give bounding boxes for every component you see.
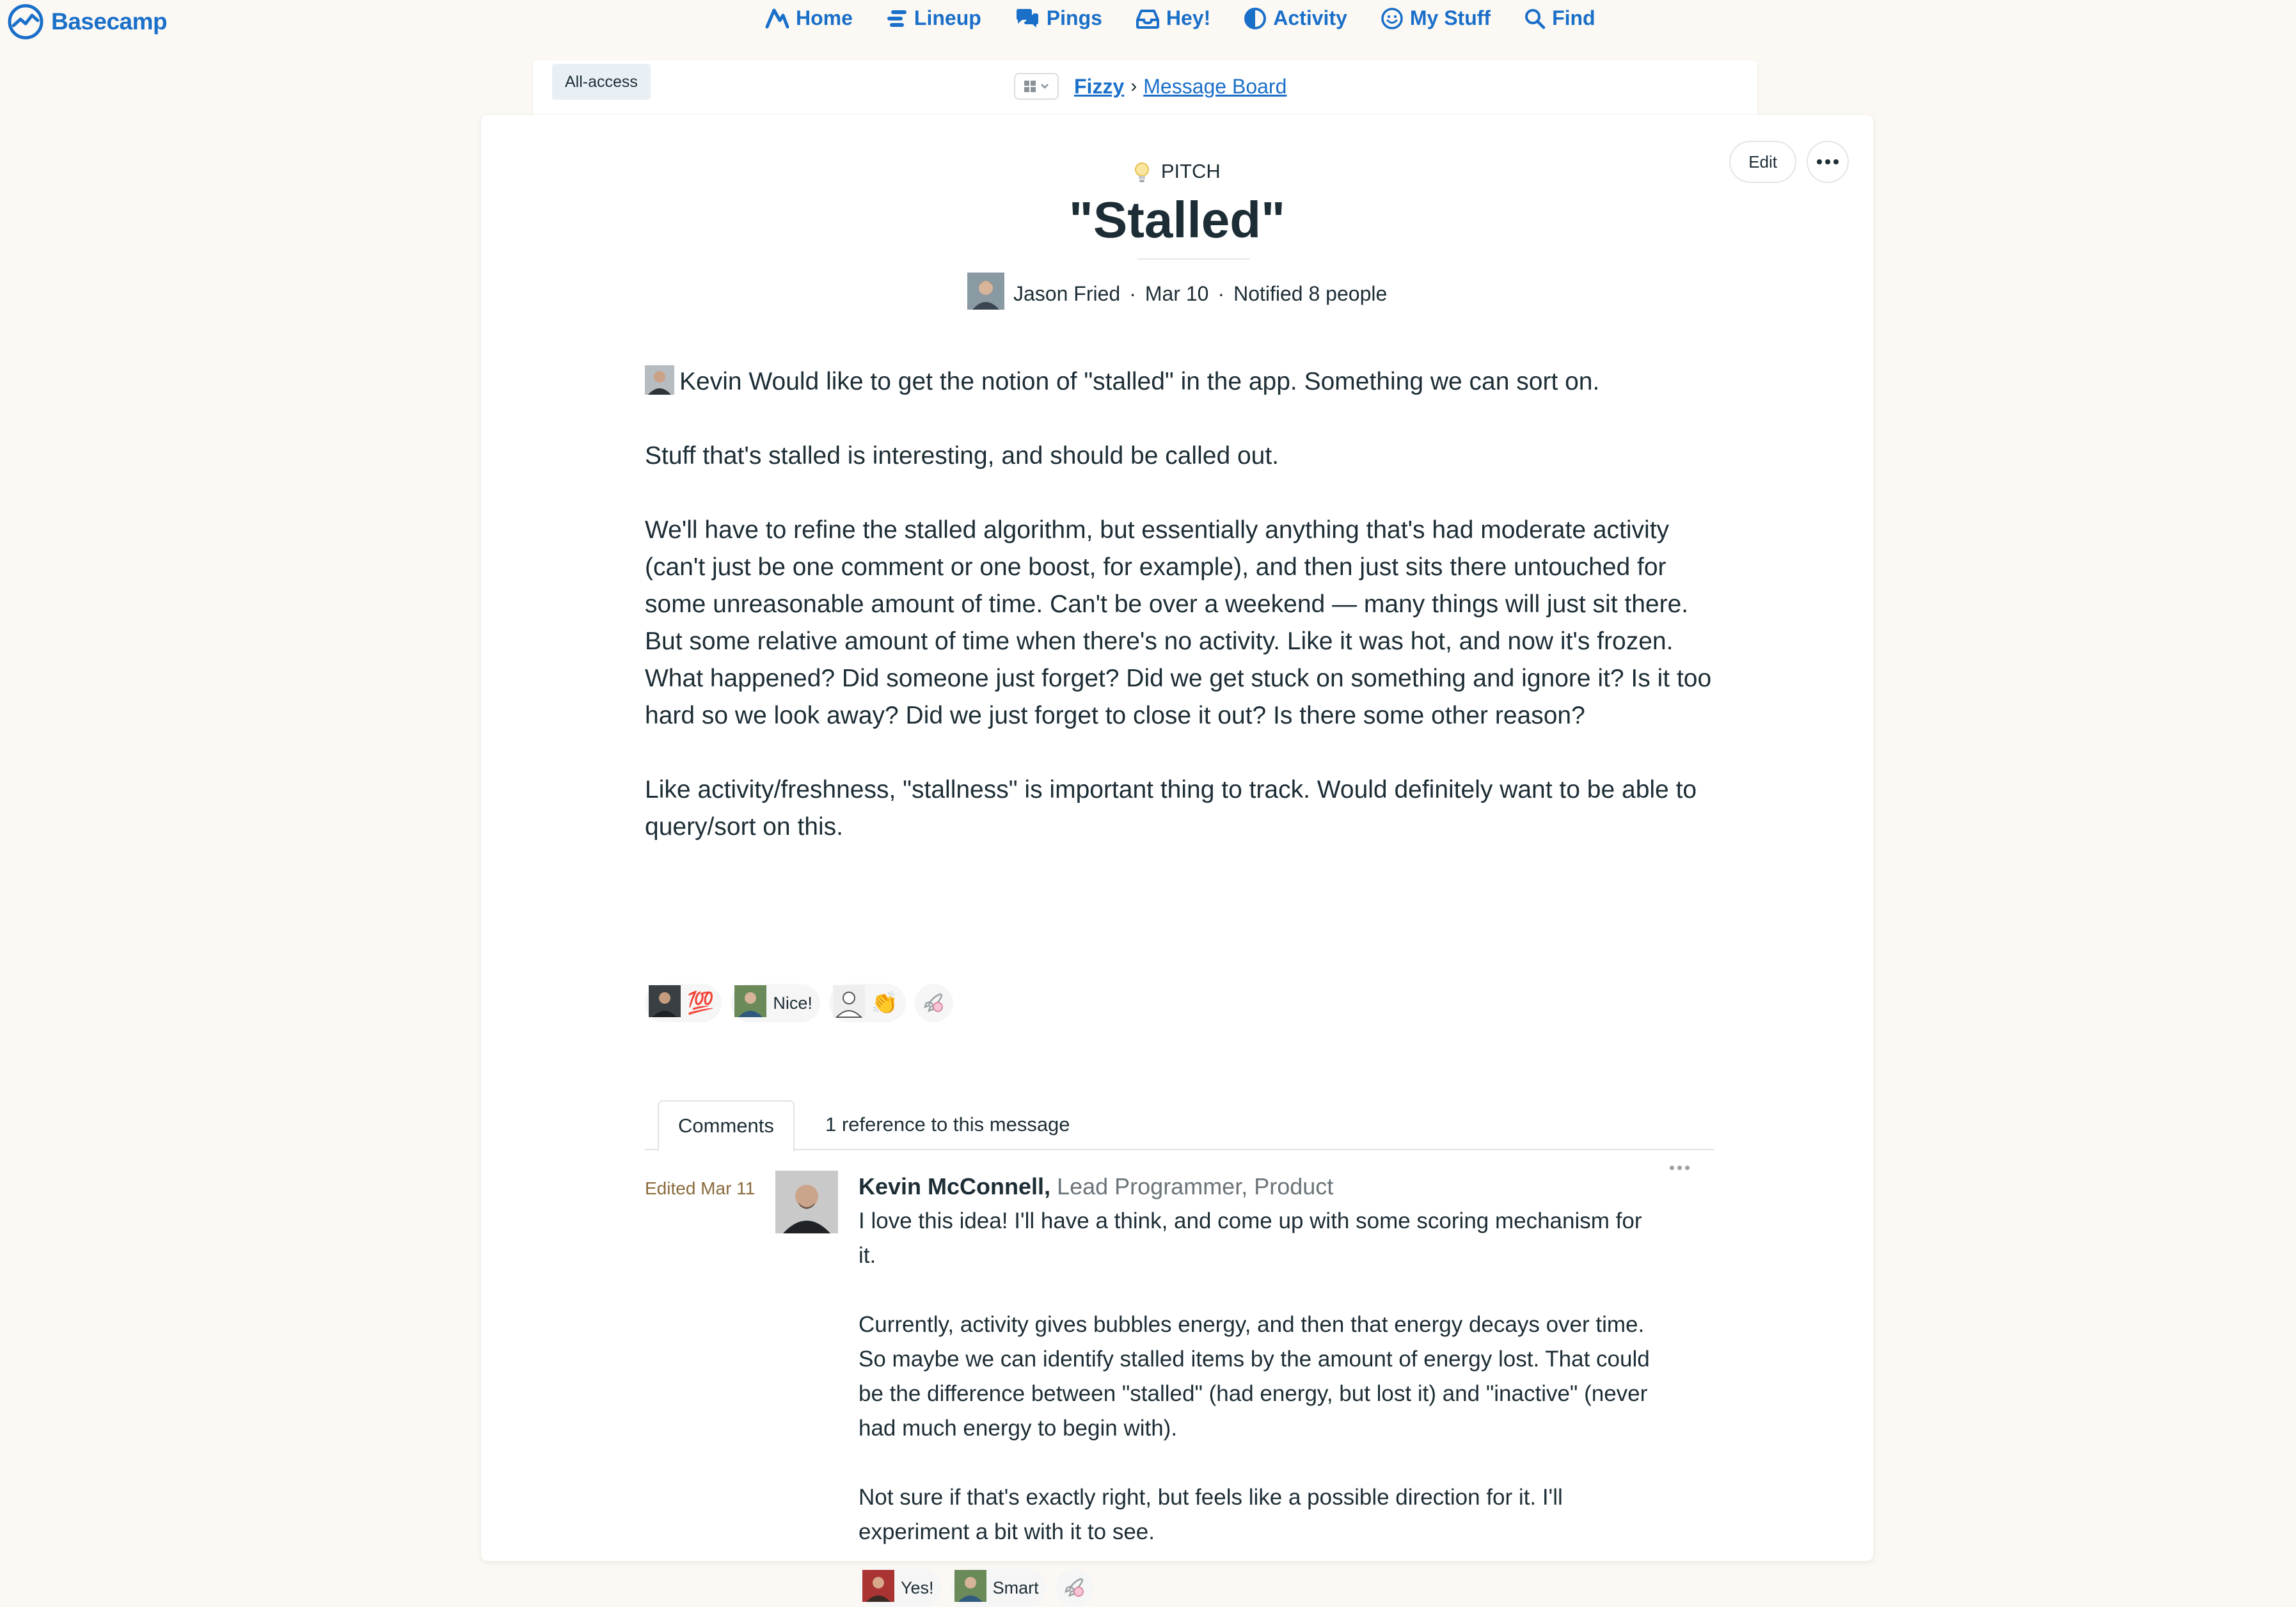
nav-home-label: Home	[796, 6, 853, 29]
comment-date[interactable]: Edited Mar 11	[645, 1178, 756, 1198]
byline-separator: ·	[1217, 281, 1225, 305]
message-byline	[967, 273, 1387, 315]
more-dot-icon	[1677, 1166, 1682, 1170]
mention-avatar[interactable]	[645, 365, 674, 395]
tab-comments[interactable]: Comments	[658, 1100, 795, 1152]
search-icon	[1524, 8, 1546, 29]
chevron-down-icon	[1040, 83, 1049, 90]
comment-more-options-button[interactable]	[1670, 1166, 1690, 1170]
project-header	[533, 60, 1757, 118]
message-paragraph	[645, 363, 1732, 400]
boost-avatar	[862, 1570, 894, 1606]
nav-find[interactable]	[1524, 6, 1595, 30]
boost-text: Nice!	[773, 993, 812, 1013]
breadcrumb-separator: ›	[1130, 75, 1137, 97]
byline-separator: ·	[1129, 281, 1136, 305]
comment-paragraph-2: Currently, activity gives bubbles energy, and then that energy decays over time. So maybe we can identify stalled items by the amount of energy lost. That could be the difference between "stalled" (had energy, but lost it) and "inactive" (never had much energy to begin with).	[859, 1312, 1650, 1441]
boost-text: Smart	[992, 1578, 1039, 1597]
pings-icon	[1015, 8, 1040, 29]
message-paragraph-1: Kevin Would like to get the notion of "stalled" in the app. Something we can sort on.	[679, 368, 1600, 395]
comment-author-role: Lead Programmer, Product	[1057, 1173, 1334, 1199]
basecamp-logo-icon	[8, 4, 44, 40]
comment-boosts	[859, 1569, 1094, 1607]
breadcrumb-project-link[interactable]: Fizzy	[1074, 74, 1125, 98]
message-card	[481, 115, 1873, 1597]
boost-item[interactable]	[731, 984, 820, 1022]
breadcrumb-message-board-link[interactable]: Message Board	[1143, 74, 1287, 98]
comment-author-avatar[interactable]	[775, 1171, 838, 1237]
add-boost-button[interactable]	[915, 984, 953, 1022]
home-icon	[765, 8, 789, 29]
message-date: Mar 10	[1144, 281, 1209, 305]
comment-body	[859, 1169, 1658, 1584]
lightbulb-icon	[1134, 161, 1150, 184]
nav-hey-label: Hey!	[1166, 6, 1211, 29]
author-name[interactable]: Jason Fried	[1013, 281, 1121, 305]
category-label: PITCH	[1160, 160, 1221, 182]
message-title: "Stalled"	[1068, 191, 1286, 248]
tab-references[interactable]: 1 reference to this message	[825, 1113, 1070, 1136]
activity-icon	[1244, 7, 1267, 30]
boost-item[interactable]	[951, 1569, 1047, 1607]
boost-text: 👏	[871, 991, 899, 1015]
message-boosts	[645, 984, 953, 1022]
add-boost-button[interactable]	[1056, 1569, 1094, 1607]
nav-activity[interactable]	[1244, 6, 1347, 30]
app-name: Basecamp	[51, 8, 168, 35]
message-paragraph-3: We'll have to refine the stalled algorithm, but essentially anything that's had moderate activity (can't just be one comment or one boost, for example), and then just sits there untouched for some unreasonable amount of time. Can't be over a weekend — many things will just sit there. But some relative amount of time when there's no activity. Like it was hot, and now it's frozen. What happened? Did someone just forget? Did we get stuck on something and ignore it? Is it too hard so we look away? Did we just forget to close it out? Is there some other reason?	[645, 516, 1712, 729]
message-paragraph-2: Stuff that's stalled is interesting, and should be called out.	[645, 442, 1279, 470]
smiley-icon	[1381, 7, 1404, 30]
boost-avatar	[833, 985, 865, 1022]
author-avatar[interactable]	[967, 273, 1004, 315]
basecamp-logo[interactable]	[8, 4, 167, 40]
message-category	[481, 160, 1873, 184]
grid-icon	[1024, 80, 1036, 93]
title-divider	[1137, 258, 1250, 260]
nav-home[interactable]	[765, 6, 853, 30]
rocket-boost-icon	[1062, 1575, 1088, 1601]
project-switcher-button[interactable]	[1014, 73, 1059, 100]
hey-inbox-icon	[1136, 8, 1160, 29]
main-nav	[765, 6, 1595, 30]
tabs-row	[645, 1099, 1714, 1150]
nav-mystuff-label: My Stuff	[1409, 6, 1491, 29]
nav-hey[interactable]	[1136, 6, 1210, 30]
boost-item[interactable]	[645, 984, 722, 1022]
boost-text: Yes!	[901, 1578, 934, 1597]
message-paragraph-4: Like activity/freshness, "stallness" is important thing to track. Would definitely want to be able to query/sort on this.	[645, 776, 1697, 841]
boost-item[interactable]	[859, 1569, 942, 1607]
nav-pings-label: Pings	[1046, 6, 1102, 29]
comment-paragraph-1: I love this idea! I'll have a think, and come up with some scoring mechanism for it.	[859, 1208, 1642, 1268]
breadcrumb	[1014, 73, 1287, 100]
lineup-icon	[886, 9, 908, 28]
more-dot-icon	[1670, 1166, 1674, 1170]
boost-avatar	[649, 985, 681, 1022]
top-navigation	[0, 0, 2296, 42]
notified-count[interactable]: Notified 8 people	[1233, 281, 1388, 305]
access-badge: All-access	[552, 64, 651, 100]
nav-activity-label: Activity	[1273, 6, 1347, 29]
boost-item[interactable]	[829, 984, 906, 1022]
nav-mystuff[interactable]	[1381, 6, 1491, 30]
message-body	[645, 363, 1732, 883]
comment-author-name[interactable]: Kevin McConnell,	[859, 1173, 1051, 1199]
edit-button[interactable]: Edit	[1729, 141, 1796, 183]
comment-header	[859, 1169, 1658, 1204]
nav-find-label: Find	[1552, 6, 1595, 29]
comment-paragraph-3: Not sure if that's exactly right, but feels like a possible direction for it. I'll experiment a bit with it to see.	[859, 1485, 1563, 1544]
more-dot-icon	[1685, 1166, 1690, 1170]
nav-lineup-label: Lineup	[914, 6, 981, 29]
boost-text: 💯	[687, 991, 715, 1015]
boost-avatar	[954, 1570, 986, 1606]
nav-lineup[interactable]	[886, 6, 981, 30]
nav-pings[interactable]	[1015, 6, 1102, 30]
rocket-boost-icon	[921, 990, 947, 1016]
boost-avatar	[734, 985, 766, 1022]
